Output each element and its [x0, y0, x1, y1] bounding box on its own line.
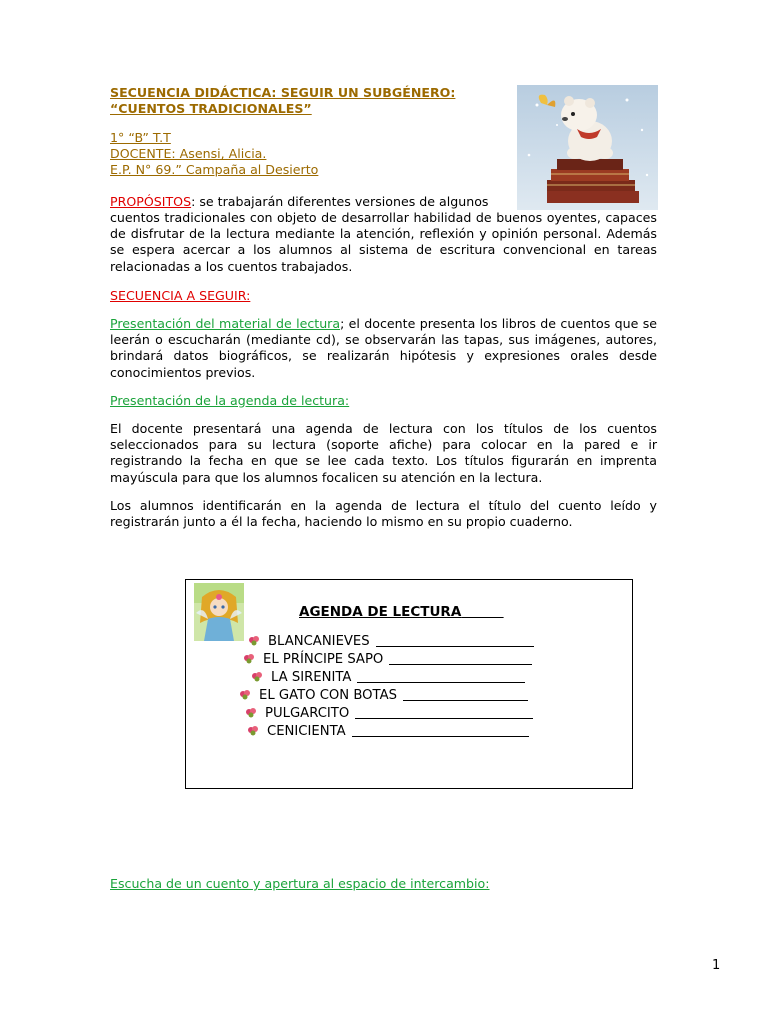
agenda-item	[249, 633, 534, 650]
presentation-material-label: Presentación del material de lectura	[110, 316, 341, 331]
agenda-item-label: PULGARCITO	[265, 706, 350, 721]
sequence-heading: SECUENCIA A SEGUIR:	[110, 288, 251, 303]
fairy-picture	[194, 583, 244, 641]
teacher-line: DOCENTE: Asensi, Alicia.	[110, 146, 267, 161]
agenda-paragraph-2: Los alumnos identificarán en la agenda de lectura el título del cuento leído y registrarán junto a él la fecha, haciendo lo mismo en su propio cuaderno.	[110, 498, 657, 530]
agenda-paragraph-1: El docente presentará una agenda de lectura con los títulos de los cuentos seleccionados para su lectura (soporte afiche) para colocar en la pared e ir registrando la fecha en que se lee cada texto. Los títulos figurarán en imprenta mayúscula para que los alumnos focalicen su atención en la lectura.	[110, 421, 657, 485]
agenda-item-label: LA SIRENITA	[271, 670, 352, 685]
agenda-presentation-heading: Presentación de la agenda de lectura:	[110, 393, 350, 408]
purposes-label: PROPÓSITOS	[110, 194, 192, 209]
flower-bullet-icon	[246, 708, 257, 718]
date-blank-line	[389, 652, 532, 665]
document-title-line2: “CUENTOS TRADICIONALES”	[110, 101, 312, 116]
reading-agenda-box	[185, 579, 633, 789]
flower-bullet-icon	[248, 726, 259, 736]
flower-bullet-icon	[240, 690, 251, 700]
flower-bullet-icon	[244, 654, 255, 664]
flower-bullet-icon	[249, 636, 260, 646]
date-blank-line	[357, 670, 525, 683]
page-number: 1	[712, 958, 721, 973]
agenda-item-label: BLANCANIEVES	[268, 634, 370, 649]
agenda-item	[248, 723, 529, 740]
agenda-item	[252, 669, 525, 686]
date-blank-line	[355, 706, 533, 719]
flower-bullet-icon	[252, 672, 263, 682]
date-blank-line	[403, 688, 528, 701]
grade-line: 1° “B” T.T	[110, 130, 171, 145]
purposes-first-line	[110, 194, 510, 210]
date-blank-line	[352, 724, 529, 737]
document-title-line1: SECUENCIA DIDÁCTICA: SEGUIR UN SUBGÉNERO:	[110, 85, 456, 100]
purposes-paragraph: cuentos tradicionales con objeto de desarrollar habilidad de buenos oyentes, capaces de disfrutar de la lectura mediante la atención, reflexión y opinión personal. Además se espera acercar a los alumnos al sistema de escritura convencional en tareas relacionadas a los cuentos trabajados.	[110, 210, 657, 274]
date-blank-line	[376, 634, 534, 647]
agenda-title: AGENDA DE LECTURA	[299, 604, 462, 620]
agenda-item	[240, 687, 528, 704]
agenda-item-label: CENICIENTA	[267, 724, 346, 739]
agenda-item	[244, 651, 532, 668]
purposes-first-text: : se trabajarán diferentes versiones de algunos	[191, 194, 489, 209]
listening-heading: Escucha de un cuento y apertura al espacio de intercambio:	[110, 876, 490, 891]
school-line: E.P. N° 69.” Campaña al Desierto	[110, 162, 319, 177]
bear-on-books-picture	[517, 85, 658, 210]
presentation-material-paragraph	[110, 316, 657, 381]
agenda-item-label: EL GATO CON BOTAS	[259, 688, 397, 703]
presentation-material-text: ; el docente presenta los libros de cuentos que se leerán o escucharán (mediante cd), se observarán las tapas, sus imágenes, autores, brindará datos biográficos, se realizarán hipótesis y expresiones orales desde conocimientos previos.	[110, 316, 658, 380]
agenda-item-label: EL PRÍNCIPE SAPO	[263, 652, 384, 667]
agenda-item	[246, 705, 533, 722]
